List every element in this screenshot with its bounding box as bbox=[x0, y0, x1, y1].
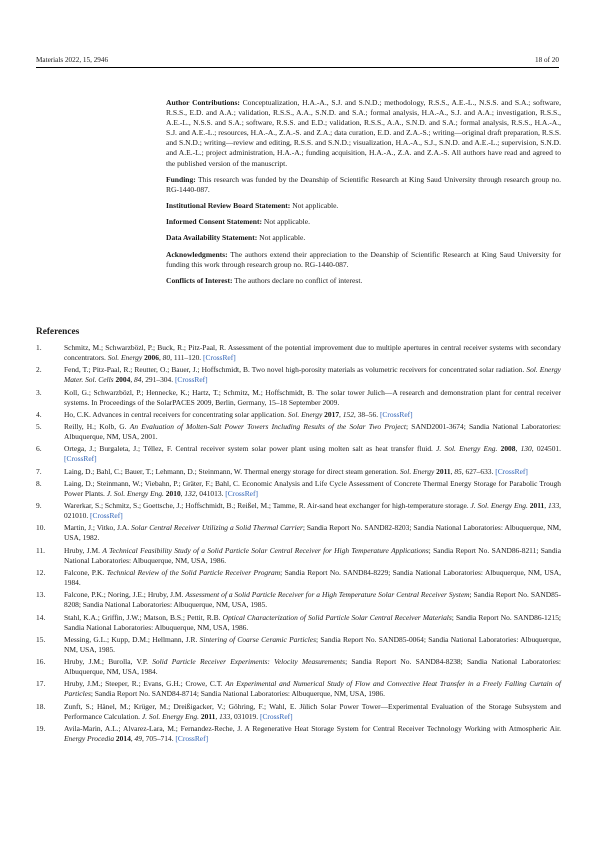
section-label: Author Contributions: bbox=[166, 98, 240, 107]
reference-volume: 132 bbox=[184, 488, 196, 498]
section-text: The authors extend their appreciation to the Deanship of Scientific Research at King Saud University for funding this work through research group no. RG-1440-087. bbox=[166, 249, 561, 269]
reference-pages: ; Sandia Report No. SAND84-8714; Sandia National Laboratories: Albuquerque, NM, USA, 1986. bbox=[90, 689, 386, 699]
reference-year: 2006 bbox=[144, 353, 159, 363]
reference-number: 19. bbox=[36, 723, 46, 733]
reference-number: 4. bbox=[36, 409, 42, 419]
reference-volume: 85 bbox=[454, 466, 462, 476]
reference-text: Laing, D.; Bahl, C.; Bauer, T.; Lehmann, D.; Steinmann, W. Thermal energy storage for direct steam generation. bbox=[64, 466, 400, 476]
reference-item bbox=[36, 679, 561, 699]
reference-text: Hruby, J.M.; Burolla, V.P. bbox=[64, 657, 153, 667]
reference-item bbox=[36, 444, 561, 464]
reference-text: Ho, C.K. Advances in central receivers for concentrating solar application. bbox=[64, 409, 288, 419]
references-list bbox=[36, 343, 561, 746]
reference-item bbox=[36, 479, 561, 499]
reference-comma: , bbox=[515, 444, 521, 454]
reference-journal: Solid Particle Receiver Experiments: Velocity Measurements bbox=[152, 657, 346, 667]
reference-item bbox=[36, 657, 561, 677]
reference-year: 2017 bbox=[324, 409, 340, 419]
section-text: Not applicable. bbox=[290, 201, 339, 211]
reference-volume: 84 bbox=[134, 375, 142, 385]
reference-journal: J. Sol. Energy Eng. bbox=[436, 444, 498, 454]
conflicts-of-interest bbox=[166, 276, 561, 286]
journal-citation: Materials 2022, 15, 2946 bbox=[36, 56, 109, 64]
reference-text: Martin, J.; Vitko, J.A. bbox=[64, 523, 132, 533]
reference-number: 5. bbox=[36, 422, 42, 432]
reference-text: Falcone, P.K.; Noring, J.E.; Hruby, J.M. bbox=[64, 590, 186, 600]
crossref-link[interactable]: [CrossRef] bbox=[64, 454, 97, 464]
reference-item bbox=[36, 410, 561, 420]
reference-journal: Sol. Energy Mater. Sol. Cells bbox=[64, 365, 561, 385]
reference-number: 17. bbox=[36, 679, 46, 689]
reference-journal: Sol. Energy bbox=[287, 409, 323, 419]
crossref-link[interactable]: [CrossRef] bbox=[203, 353, 236, 363]
section-label: Acknowledgments: bbox=[166, 249, 228, 259]
reference-item bbox=[36, 388, 561, 408]
reference-item bbox=[36, 365, 561, 385]
crossref-link[interactable]: [CrossRef] bbox=[225, 488, 258, 498]
reference-comma: , bbox=[544, 501, 549, 511]
crossref-link[interactable]: [CrossRef] bbox=[495, 466, 528, 476]
reference-comma: , bbox=[130, 375, 135, 385]
reference-item bbox=[36, 467, 561, 477]
reference-text: Warerkar, S.; Schmitz, S.; Goettsche, J.; Hoffschmidt, B.; Reißel, M.; Tamme, R. Air-sand heat exchanger for high-temperature storage. bbox=[64, 501, 471, 511]
reference-year: 2004 bbox=[115, 375, 131, 385]
reference-pages: ; Sandia Report No. SAND82-8203; Sandia National Laboratories: Albuquerque, NM, USA, 1982. bbox=[64, 523, 561, 543]
reference-pages: , 031019. bbox=[230, 711, 260, 721]
reference-item bbox=[36, 613, 561, 633]
reference-comma: , bbox=[158, 353, 163, 363]
reference-number: 3. bbox=[36, 387, 42, 397]
reference-text: Hruby, J.M. bbox=[64, 545, 103, 555]
section-label: Conflicts of Interest: bbox=[166, 275, 233, 285]
section-label: Institutional Review Board Statement: bbox=[166, 201, 291, 211]
reference-pages: ; SAND2001-3674; Sandia National Laboratories: Albuquerque, NM, USA, 2001. bbox=[64, 422, 561, 442]
section-text: The authors declare no conflict of interest. bbox=[232, 275, 363, 285]
funding bbox=[166, 175, 561, 195]
reference-journal: J. Sol. Energy Eng. bbox=[470, 501, 528, 511]
reference-pages: ; Sandia Report No. SAND85-8208; Sandia National Laboratories: Albuquerque, NM, USA, 1985. bbox=[64, 590, 561, 610]
reference-text: Schmitz, M.; Schwarzbözl, P.; Buck, R.; Pitz-Paal, R. Assessment of the potential improvement due to multiple apertures in central receiver systems with secondary concentrators. bbox=[64, 343, 561, 363]
reference-item bbox=[36, 590, 561, 610]
reference-number: 7. bbox=[36, 466, 42, 476]
reference-number: 16. bbox=[36, 657, 46, 667]
reference-volume: 130 bbox=[520, 444, 532, 454]
author-contributions bbox=[166, 98, 561, 169]
reference-volume: 133 bbox=[548, 501, 560, 511]
reference-year: 2010 bbox=[165, 488, 181, 498]
reference-text: Hruby, J.M.; Steeper, R.; Evans, G.H.; Crowe, C.T. bbox=[64, 679, 226, 689]
section-label: Informed Consent Statement: bbox=[166, 217, 263, 227]
reference-journal: Assessment of a Solid Particle Receiver for a High Temperature Solar Central Receiver System bbox=[185, 590, 470, 600]
reference-pages: , 627–633. bbox=[461, 466, 496, 476]
reference-text: Falcone, P.K. bbox=[64, 568, 107, 577]
reference-item bbox=[36, 343, 561, 363]
crossref-link[interactable]: [CrossRef] bbox=[90, 511, 123, 521]
reference-journal: Solar Central Receiver Utilizing a Solid Thermal Carrier bbox=[131, 523, 303, 533]
section-text: This research was funded by the Deanship of Scientific Research at King Saud University through research group no. RG-1440-087. bbox=[166, 174, 561, 194]
reference-text: Koll, G.; Schwarzbözl, P.; Hennecke, K.; Hartz, T.; Schmitz, M.; Hoffschmidt, B. The solar tower Julich—A research and demonstration plant for central receiver systems. In Proceedings of the SolarPACES 2009, Berlin, Germany, 15–18 September 2009. bbox=[64, 387, 561, 407]
reference-item bbox=[36, 422, 561, 442]
reference-journal: An Experimental and Numerical Study of Flow and Convective Heat Transfer in a Freely Falling Curtain of Particles bbox=[64, 679, 562, 699]
reference-pages: , 041013. bbox=[195, 488, 226, 498]
reference-journal: J. Sol. Energy Eng. bbox=[106, 488, 164, 498]
reference-text: Ortega, J.; Burgaleta, J.; Téllez, F. Central receiver system solar power plant using molten salt as heat transfer fluid. bbox=[64, 444, 437, 454]
reference-item bbox=[36, 702, 561, 722]
crossref-link[interactable]: [CrossRef] bbox=[259, 711, 293, 721]
reference-pages: , 291–304. bbox=[141, 375, 175, 385]
reference-volume: 133 bbox=[219, 711, 231, 721]
reference-text: Reilly, H.; Kolb, G. bbox=[64, 422, 130, 432]
reference-year: 2011 bbox=[200, 711, 216, 721]
references-heading: References bbox=[36, 327, 80, 337]
reference-volume: 80 bbox=[162, 353, 171, 363]
reference-journal: Technical Review of the Solid Particle Receiver Program bbox=[106, 568, 281, 577]
reference-journal: Sol. Energy bbox=[107, 353, 143, 363]
reference-text: Messing, G.L.; Kupp, D.M.; Hellmann, J.R. bbox=[64, 634, 200, 644]
reference-volume: 49 bbox=[134, 734, 142, 744]
section-label: Data Availability Statement: bbox=[166, 233, 258, 243]
reference-item bbox=[36, 724, 561, 744]
reference-number: 15. bbox=[36, 634, 46, 644]
reference-comma: , bbox=[130, 734, 135, 744]
reference-item bbox=[36, 635, 561, 655]
reference-pages: ; Sandia Report No. SAND86-1215; Sandia National Laboratories: Albuquerque, NM, USA, 1986. bbox=[64, 612, 561, 632]
reference-journal: Optical Characterization of Solid Particle Solar Central Receiver Materials bbox=[222, 612, 452, 622]
reference-pages: , 024501. bbox=[531, 444, 561, 454]
reference-text: Zunft, S.; Hänel, M.; Krüger, M.; Dreißigacker, V.; Göhring, F.; Wahl, E. Jülich Solar Power Tower—Experimental Evaluation of the Storage Subsystem and Performance Calculation. bbox=[64, 701, 561, 721]
reference-item bbox=[36, 546, 561, 566]
crossref-link[interactable]: [CrossRef] bbox=[379, 409, 413, 419]
reference-journal: Energy Procedia bbox=[64, 734, 115, 744]
data-availability-statement bbox=[166, 233, 561, 243]
section-text: Not applicable. bbox=[262, 217, 311, 227]
reference-journal: Sintering of Coarse Ceramic Particles bbox=[199, 634, 316, 644]
reference-comma: , bbox=[180, 488, 185, 498]
reference-year: 2008 bbox=[500, 444, 516, 454]
section-text: Not applicable. bbox=[257, 233, 306, 243]
back-matter bbox=[166, 98, 561, 292]
informed-consent-statement bbox=[166, 217, 561, 227]
reference-comma: , bbox=[215, 711, 220, 721]
reference-pages: , 38–56. bbox=[353, 409, 380, 419]
section-label: Funding: bbox=[166, 174, 196, 184]
reference-number: 13. bbox=[36, 590, 46, 600]
reference-pages: , 705–714. bbox=[141, 734, 176, 744]
reference-text: Avila-Marin, A.L.; Alvarez-Lara, M.; Fernandez-Reche, J. A Regenerative Heat Storage System for Central Receiver Technology Working with Atmospheric Air. bbox=[64, 723, 561, 733]
reference-number: 2. bbox=[36, 365, 42, 375]
page-number: 18 of 20 bbox=[535, 56, 559, 64]
reference-text: Stahl, K.A.; Griffin, J.W.; Matson, B.S.; Pettit, R.B. bbox=[64, 612, 223, 622]
reference-number: 9. bbox=[36, 501, 42, 511]
reference-pages: ; Sandia Report No. SAND84-8238; Sandia National Laboratories: Albuquerque, NM, USA, 1984. bbox=[64, 657, 561, 677]
header-rule bbox=[36, 67, 559, 68]
reference-number: 1. bbox=[36, 343, 42, 352]
crossref-link[interactable]: [CrossRef] bbox=[175, 734, 209, 744]
reference-journal: Sol. Energy bbox=[399, 466, 435, 476]
reference-journal: An Evaluation of Molten-Salt Power Towers Including Results of the Solar Two Project bbox=[129, 422, 406, 432]
reference-item bbox=[36, 568, 561, 588]
irb-statement bbox=[166, 201, 561, 211]
reference-comma: , bbox=[339, 409, 343, 419]
reference-number: 6. bbox=[36, 444, 42, 454]
reference-item bbox=[36, 501, 561, 521]
reference-number: 11. bbox=[36, 545, 46, 555]
reference-year: 2011 bbox=[529, 501, 545, 511]
reference-number: 12. bbox=[36, 568, 46, 577]
reference-pages: ; Sandia Report No. SAND86-8211; Sandia National Laboratories: Albuquerque, NM, USA, 1986. bbox=[64, 545, 561, 565]
crossref-link[interactable]: [CrossRef] bbox=[174, 375, 208, 385]
reference-volume: 152 bbox=[342, 409, 354, 419]
reference-comma: , bbox=[450, 466, 455, 476]
reference-pages: ; Sandia Report No. SAND85-0064; Sandia National Laboratories: Albuquerque, NM, USA, 1985. bbox=[64, 634, 561, 654]
reference-text: Laing, D.; Steinmann, W.; Viebahn, P.; Gräter, F.; Bahl, C. Economic Analysis and Life Cycle Assessment of Concrete Thermal Energy Storage for Parabolic Trough Power Plants. bbox=[64, 478, 561, 498]
acknowledgments bbox=[166, 250, 561, 270]
reference-year: 2014 bbox=[115, 734, 131, 744]
reference-number: 18. bbox=[36, 701, 46, 711]
reference-journal: J. Sol. Energy Eng. bbox=[141, 711, 200, 721]
reference-year: 2011 bbox=[436, 466, 451, 476]
section-text: Conceptualization, H.A.-A., S.J. and S.N.D.; methodology, R.S.S., A.E.-L., N.S.S. and S.A.; software, R.S.S., E.D. and A.A.; validation, R.S.S., A.A., S.N.D. and S.A.; formal analysis, H.A.-A., S.J. and A.A.; investigation, R.S.S., A.E.-L., N.S.S. and S.A.; software, R.S.S. and E.D.; validation, R.S.S., A.A., S.N.D. and S.A.; formal analysis, R.S.S., H.A.-A., S.J. and A.E.-L.; resources, H.A.-A., Z.A.-S. and Z.A.; data curation, E.D. and Z.A.-S.; writing—original draft preparation, R.S.S. and S.N.D.; writing—review and editing, R.S.S. and S.N.D.; visualization, H.A.-A., S.J., S.N.D. and A.E.-L.; supervision, S.N.D. and A.E.-L.; project administration, H.A.-A.; funding acquisition, H.A.-A., Z.A. and Z.A.-S. All authors have read and agreed to the published version of the manuscript. bbox=[166, 98, 561, 168]
reference-number: 14. bbox=[36, 612, 46, 622]
reference-text: Fend, T.; Pitz-Paal, R.; Reutter, O.; Bauer, J.; Hoffschmidt, B. Two novel high-porosity materials as volumetric receivers for concentrated solar radiation. bbox=[64, 365, 527, 375]
reference-pages: , 021010. bbox=[64, 501, 562, 521]
reference-journal: A Technical Feasibility Study of a Solid Particle Solar Central Receiver for High Temperature Applications bbox=[102, 545, 429, 555]
reference-pages: ; Sandia Report No. SAND84-8229; Sandia National Laboratories: Albuquerque, NM, USA, 1984. bbox=[64, 568, 561, 588]
reference-pages: , 111–120. bbox=[170, 353, 204, 363]
reference-number: 8. bbox=[36, 478, 42, 488]
reference-item bbox=[36, 523, 561, 543]
reference-number: 10. bbox=[36, 523, 46, 533]
